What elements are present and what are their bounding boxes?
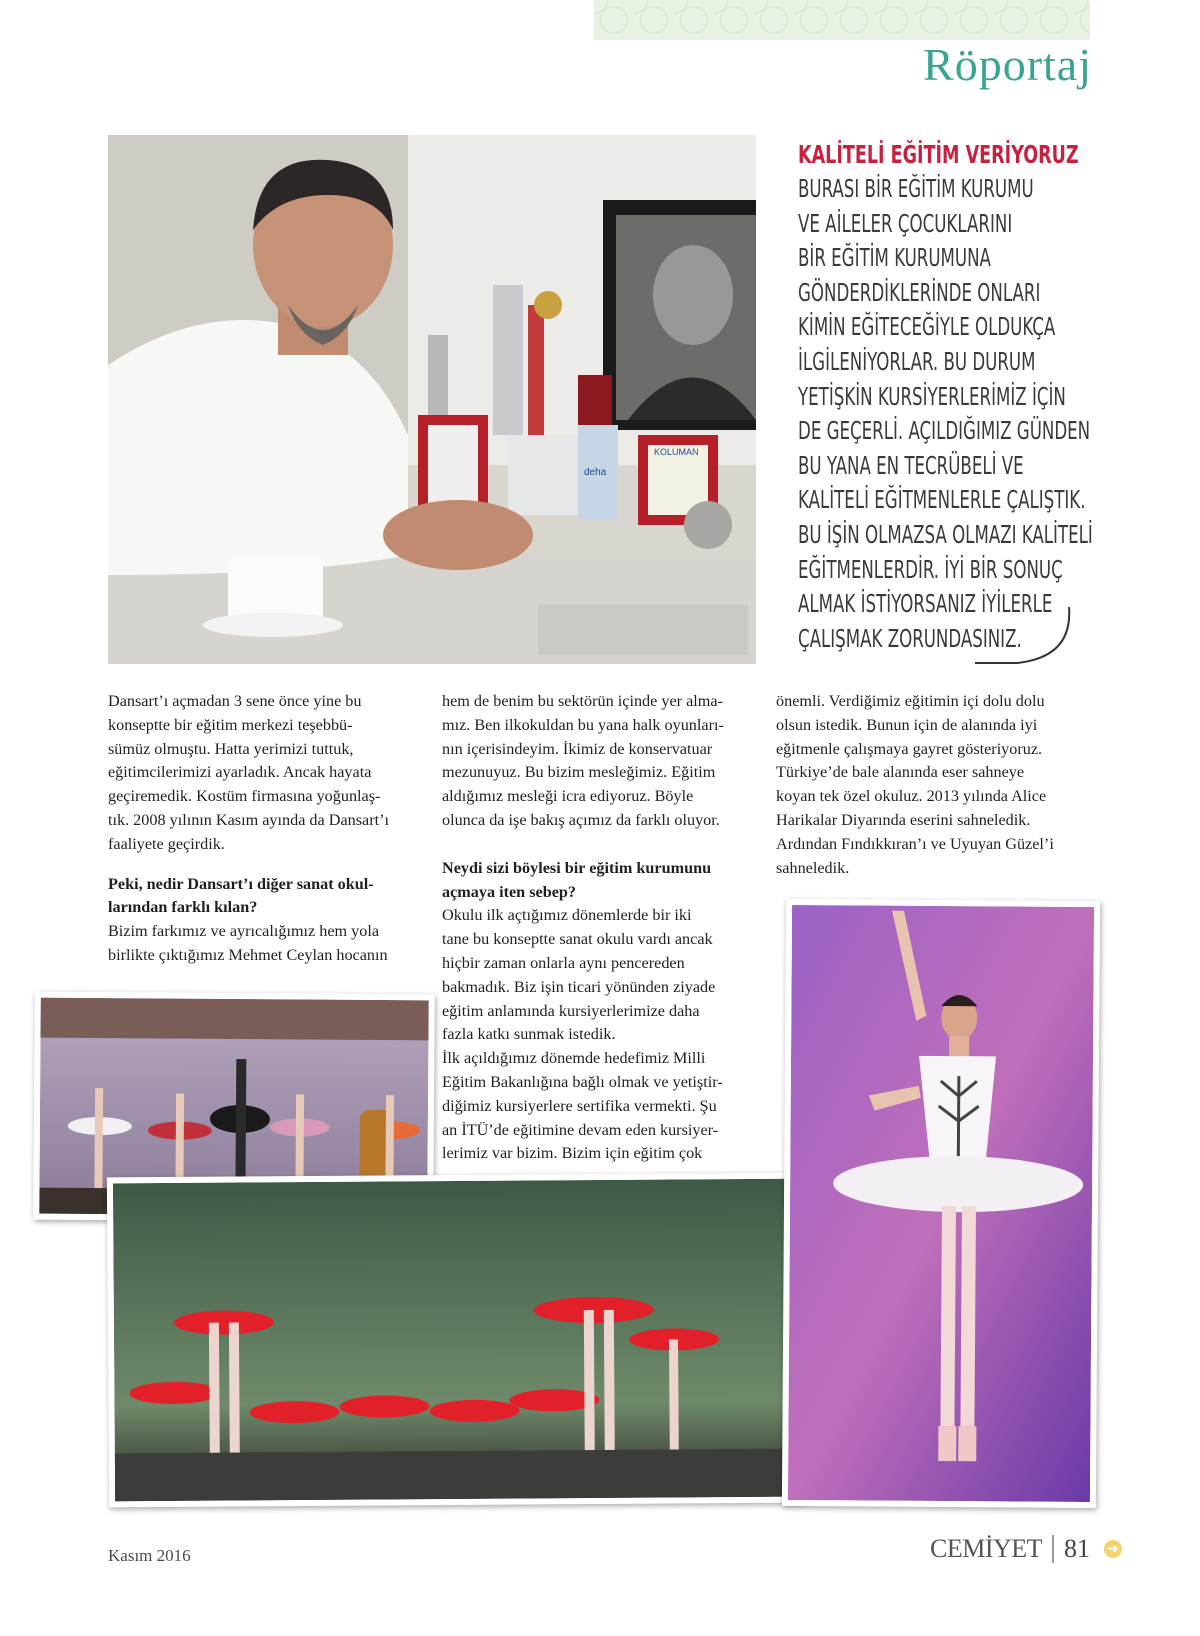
body-line: birlikte çıktığımız Mehmet Ceylan hocanın [108,945,388,964]
body-line: mezunuyuz. Bu bizim mesleğimiz. Eğitim [442,763,716,782]
body-line: lerimiz var bizim. Bizim için eğitim çok [442,1144,703,1163]
pull-quote [798,138,1093,656]
body-line: Harikalar Diyarında eserini sahneledik. [776,810,1031,829]
pull-quote-line: ÇALIŞMAK ZORUNDASINIZ. [798,623,1022,653]
interview-question: Neydi sizi böylesi bir eğitim kurumunu [442,858,712,877]
trophy-brand-label: deha [584,467,607,478]
body-line: aldığımız mesleği icra ediyoruz. Böyle [442,787,694,806]
body-line: Dansart’ı açmadan 3 sene önce yine bu [108,692,362,710]
text-column-3 [776,690,1096,880]
body-line: Eğitim Bakanlığına bağlı olmak ve yetiştir- [442,1072,723,1091]
body-line: İlk açıldığımız dönemde hedefimiz Milli [442,1049,706,1068]
body-line: bakmadık. Biz işin ticari yönünden ziyade [442,977,716,996]
issue-date: Kasım 2016 [108,1546,191,1565]
text-column-2 [442,690,762,1166]
interview-question: larından farklı kılan? [108,898,258,917]
page-number: 81 [1064,1534,1091,1563]
pull-quote-line: İLGİLENİYORLAR. BU DURUM [798,346,1036,376]
body-line: koyan tek özel okuluz. 2013 yılında Alice [776,787,1047,806]
body-line: sümüz olmuştu. Hatta yerimizi tuttuk, [108,739,354,758]
pull-quote-line: VE AİLELER ÇOCUKLARINI [798,208,1013,238]
body-line: eğitim anlamında kursiyerlerimize daha [442,1001,700,1020]
body-line: olsun istedik. Bunun için de alanında iyi [776,715,1038,734]
body-line: eğitimcilerimizi ayarladık. Ancak hayata [108,763,372,782]
pull-quote-line: DE GEÇERLİ. AÇILDIĞIMIZ GÜNDEN [798,416,1091,446]
pull-quote-line: GÖNDERDİKLERİNDE ONLARI [798,277,1041,307]
interview-question: açmaya iten sebep? [442,882,576,901]
pull-quote-line: ALMAK İSTİYORSANIZ İYİLERLE [798,589,1053,619]
body-line: faaliyete geçirdik. [108,834,225,853]
ballerina-photo [782,899,1100,1508]
pull-quote-line: BİR EĞİTİM KURUMUNA [798,243,991,273]
body-line: an İTÜ’de eğitimine devam eden kursiyer- [442,1120,719,1139]
pull-quote-line: YETİŞKİN KURSİYERLERİMİZ İÇİN [798,381,1066,411]
body-line: tık. 2008 yılının Kasım ayında da Dansart’ı [108,810,389,829]
pull-quote-line: KİMİN EĞİTECEĞİYLE OLDUKÇA [798,312,1056,342]
interview-photo [108,135,756,664]
header-pattern [594,0,1090,40]
interview-question: Peki, nedir Dansart’ı diğer sanat okul- [108,874,374,893]
section-title: Röportaj [923,39,1092,90]
magazine-name: CEMİYET [930,1534,1043,1563]
pull-quote-line: EĞİTMENLERDİR. İYİ BİR SONUÇ [798,554,1063,584]
certificate-label: KOLUMAN [654,447,699,457]
body-line: Türkiye’de bale alanında eser sahneye [776,763,1025,782]
next-page-arrow-icon[interactable]: ➜ [1104,1540,1122,1558]
body-line: Ardından Fındıkkıran’ı ve Uyuyan Güzel’i [776,834,1054,853]
pull-quote-line: BU YANA EN TECRÜBELİ VE [798,450,1024,480]
stage-photo-large [107,1173,803,1508]
pull-quote-heading: KALİTELİ EĞİTİM VERİYORUZ [798,140,1079,169]
body-line: nın içerisindeyim. İkimiz de konservatuar [442,739,713,758]
body-line: Okulu ilk açtığımız dönemlerde bir iki [442,906,692,925]
quote-curve-decoration [975,605,1075,665]
body-line: sahneledik. [776,858,850,877]
body-line: mız. Ben ilkokuldan bu yana halk oyunları- [442,715,724,734]
pull-quote-line: BURASI BİR EĞİTİM KURUMU [798,174,1034,203]
magazine-footer [930,1532,1122,1566]
body-line: Bizim farkımız ve ayrıcalığımız hem yola [108,922,380,941]
text-column-1 [108,690,428,968]
body-line: hem de benim bu sektörün içinde yer alma- [442,692,723,710]
footer-divider [1052,1535,1054,1563]
body-line: önemli. Verdiğimiz eğitimin içi dolu dolu [776,692,1045,710]
body-line: olunca da işe bakış açımız da farklı oluyor. [442,810,720,829]
body-line: konseptte bir eğitim merkezi teşebbü- [108,715,353,734]
body-line: tane bu konseptte sanat okulu vardı ancak [442,930,713,949]
body-line: hiçbir zaman onlarla aynı pencereden [442,953,685,972]
body-line: fazla katkı sunmak istedik. [442,1025,616,1044]
body-line: eğitmenle çalışmaya gayret gösteriyoruz. [776,739,1043,758]
pull-quote-line: KALİTELİ EĞİTMENLERLE ÇALIŞTIK. [798,485,1086,515]
pull-quote-line: BU İŞİN OLMAZSA OLMAZI KALİTELİ [798,519,1093,549]
body-line: geçiremedik. Kostüm firmasına yoğunlaş- [108,787,381,806]
body-line: diğimiz kursiyerlere sertifika vermekti. Şu [442,1096,717,1115]
